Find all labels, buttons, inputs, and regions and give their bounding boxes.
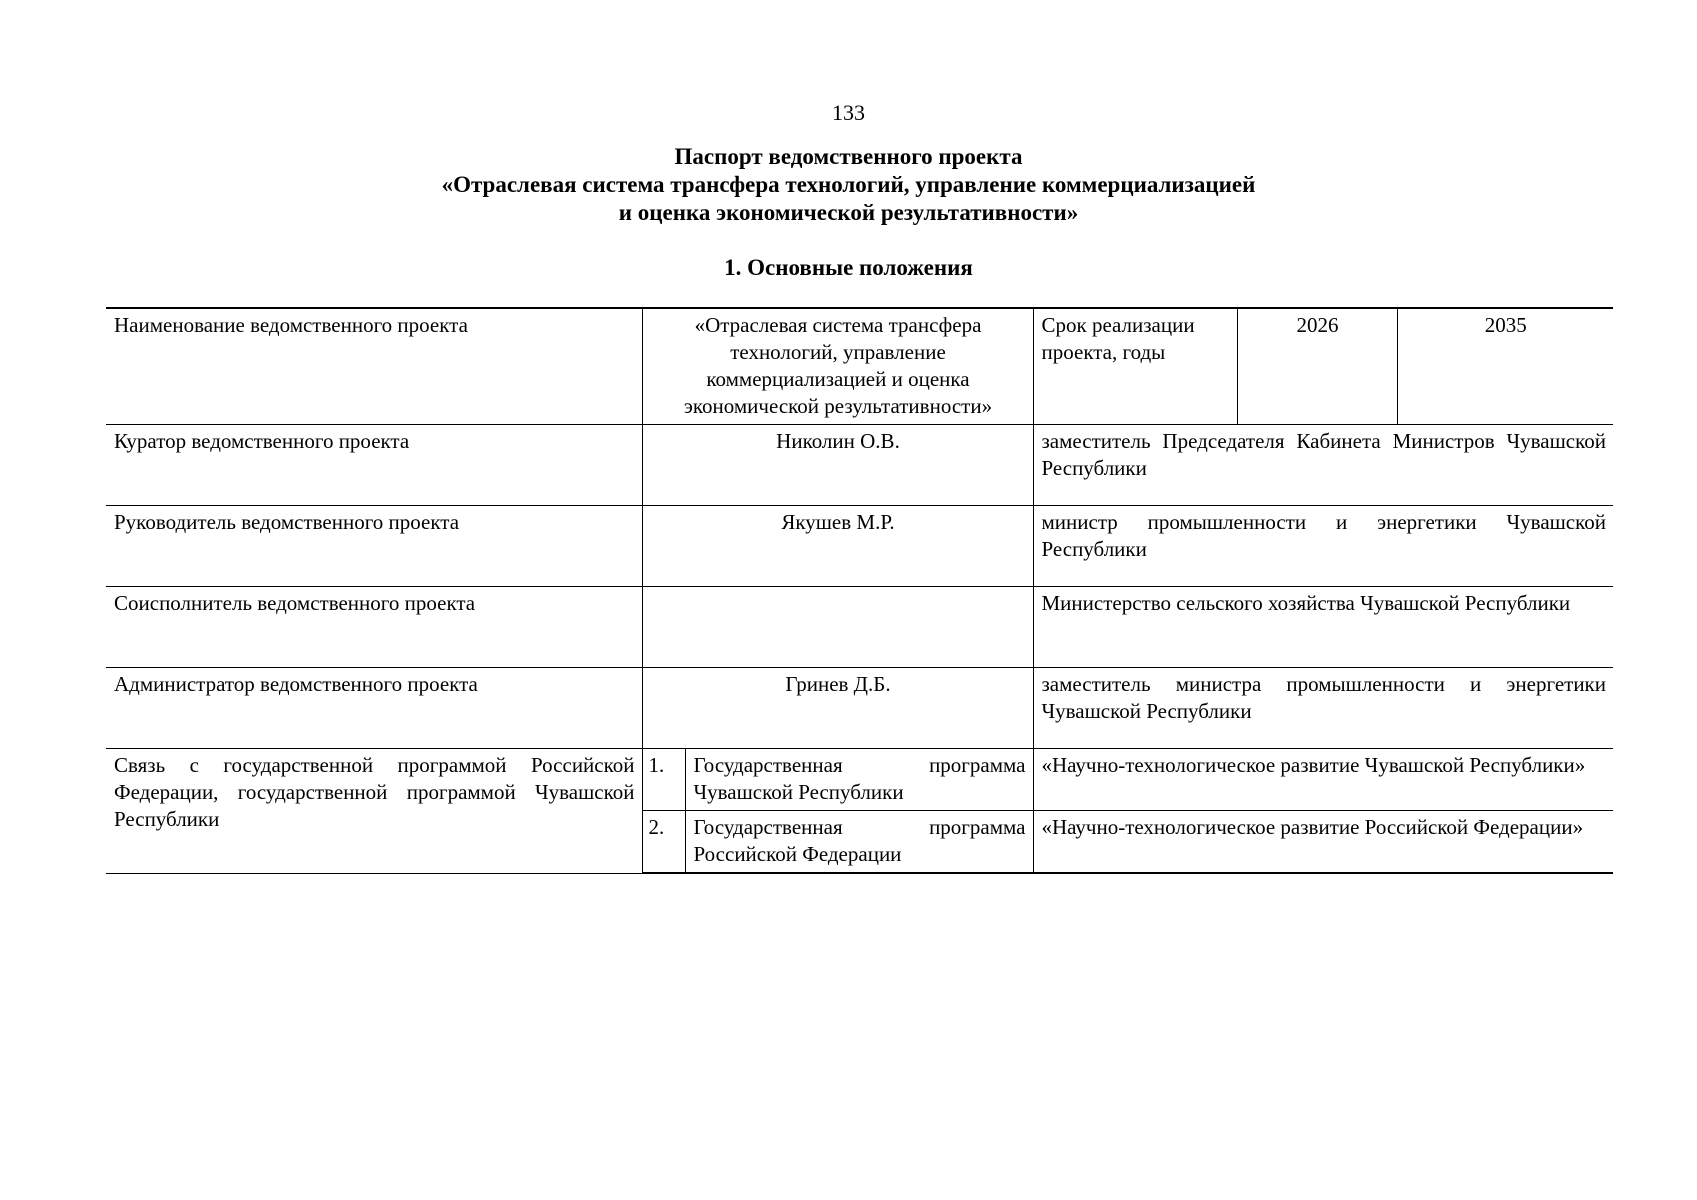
curator-position: заместитель Председателя Кабинета Министров Чувашской Республики <box>1033 425 1613 506</box>
link-program-type <box>685 749 1033 811</box>
administrator-name: Гринев Д.Б. <box>642 668 1033 749</box>
link-type-word-2: программа <box>929 753 1026 777</box>
coexecutor-position: Министерство сельского хозяйства Чувашской Республики <box>1033 587 1613 668</box>
table-row-name <box>106 308 1613 425</box>
coexecutor-name <box>642 587 1033 668</box>
table-row-head <box>106 506 1613 587</box>
table-row-coexecutor <box>106 587 1613 668</box>
row-label-administrator: Администратор ведомственного проекта <box>106 668 642 749</box>
row-label-curator: Куратор ведомственного проекта <box>106 425 642 506</box>
passport-table <box>106 307 1613 874</box>
title-line-2: «Отраслевая система трансфера технологий, управление коммерциализацией <box>441 172 1256 197</box>
head-name: Якушев М.Р. <box>642 506 1033 587</box>
link-type-rest: Российской Федерации <box>693 842 902 866</box>
curator-name: Николин О.В. <box>642 425 1033 506</box>
link-number: 1. <box>642 749 685 811</box>
administrator-position: заместитель министра промышленности и энергетики Чувашской Республики <box>1033 668 1613 749</box>
document-title <box>0 143 1697 227</box>
link-program-name: «Научно-технологическое развитие Российской Федерации» <box>1033 811 1613 874</box>
link-type-word: Государственная <box>693 753 843 777</box>
table-row-curator <box>106 425 1613 506</box>
link-program-name: «Научно-технологическое развитие Чувашской Республики» <box>1033 749 1613 811</box>
row-label-name: Наименование ведомственного проекта <box>106 308 642 425</box>
link-type-word: Государственная <box>693 815 843 839</box>
link-number: 2. <box>642 811 685 874</box>
row-label-coexecutor: Соисполнитель ведомственного проекта <box>106 587 642 668</box>
row-label-links: Связь с государственной программой Российской Федерации, государственной программой Чувашской Республики <box>106 749 642 874</box>
term-label: Срок реализации проекта, годы <box>1033 308 1237 425</box>
row-label-head: Руководитель ведомственного проекта <box>106 506 642 587</box>
link-program-type <box>685 811 1033 874</box>
head-position: министр промышленности и энергетики Чувашской Республики <box>1033 506 1613 587</box>
start-year: 2026 <box>1237 308 1397 425</box>
page-number: 133 <box>832 100 865 125</box>
table-row-administrator <box>106 668 1613 749</box>
section-heading: 1. Основные положения <box>724 255 973 280</box>
table-row-link-1 <box>106 749 1613 811</box>
link-type-word-2: программа <box>929 815 1026 839</box>
title-line-3: и оценка экономической результативности» <box>618 200 1079 225</box>
end-year: 2035 <box>1397 308 1613 425</box>
project-name-value: «Отраслевая система трансфера технологий, управление коммерциализацией и оценка экономической результативности» <box>642 308 1033 425</box>
link-type-rest: Чувашской Республики <box>693 780 904 804</box>
title-line-1: Паспорт ведомственного проекта <box>674 144 1023 169</box>
